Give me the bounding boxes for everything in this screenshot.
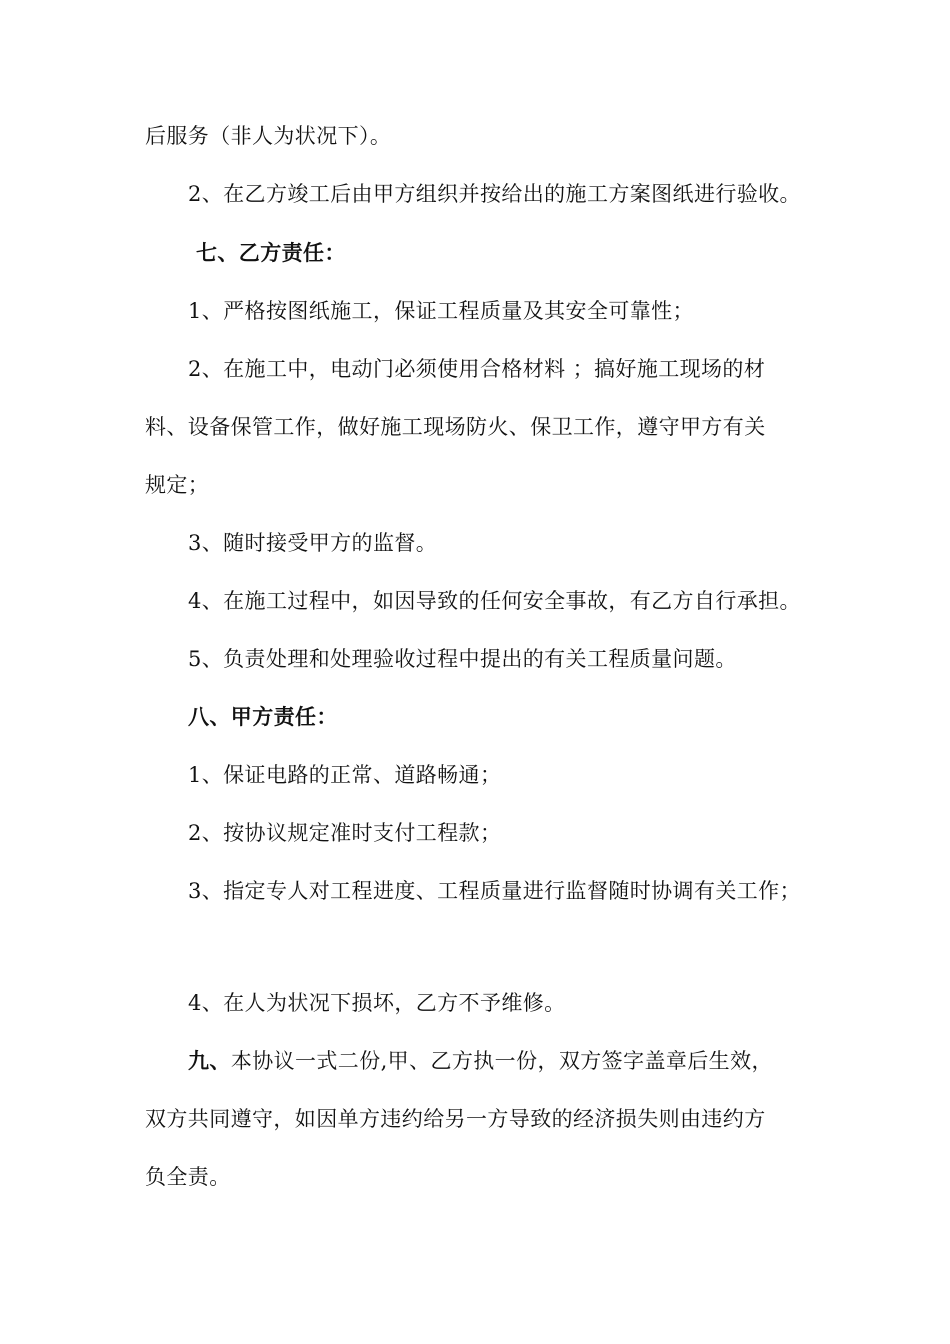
list-item: 4、在施工过程中，如因导致的任何安全事故，有乙方自行承担。 (188, 589, 801, 613)
section-heading-8: 八、甲方责任： (188, 704, 338, 729)
paragraph-text: 本协议一式二份,甲、乙方执一份，双方签字盖章后生效， (230, 1049, 773, 1073)
paragraph-line: 规定； (145, 473, 210, 497)
list-item: 3、随时接受甲方的监督。 (188, 531, 438, 555)
paragraph-line: 双方共同遵守，如因单方违约给另一方导致的经济损失则由违约方 (145, 1107, 766, 1131)
list-item: 2、在施工中，电动门必须使用合格材料 ；搞好施工现场的材 (188, 357, 766, 381)
list-item: 2、按协议规定准时支付工程款； (188, 821, 502, 845)
paragraph-line: 负全责。 (145, 1165, 231, 1189)
list-item: 4、在人为状况下损坏，乙方不予维修。 (188, 991, 566, 1015)
paragraph-line: 后服务（非人为状况下）。 (145, 124, 392, 148)
section-heading-9 (188, 1046, 773, 1076)
list-item: 1、严格按图纸施工，保证工程质量及其安全可靠性； (188, 299, 694, 323)
section-number: 九、 (188, 1048, 231, 1073)
section-heading-7: 七、乙方责任： (196, 240, 346, 265)
paragraph-line: 2、在乙方竣工后由甲方组织并按给出的施工方案图纸进行验收。 (188, 182, 801, 206)
paragraph-line: 料、设备保管工作，做好施工现场防火、保卫工作，遵守甲方有关 (145, 415, 766, 439)
list-item: 1、保证电路的正常、道路畅通； (188, 763, 502, 787)
list-item: 5、负责处理和处理验收过程中提出的有关工程质量问题。 (188, 647, 737, 671)
list-item: 3、指定专人对工程进度、工程质量进行监督随时协调有关工作； (188, 879, 801, 903)
